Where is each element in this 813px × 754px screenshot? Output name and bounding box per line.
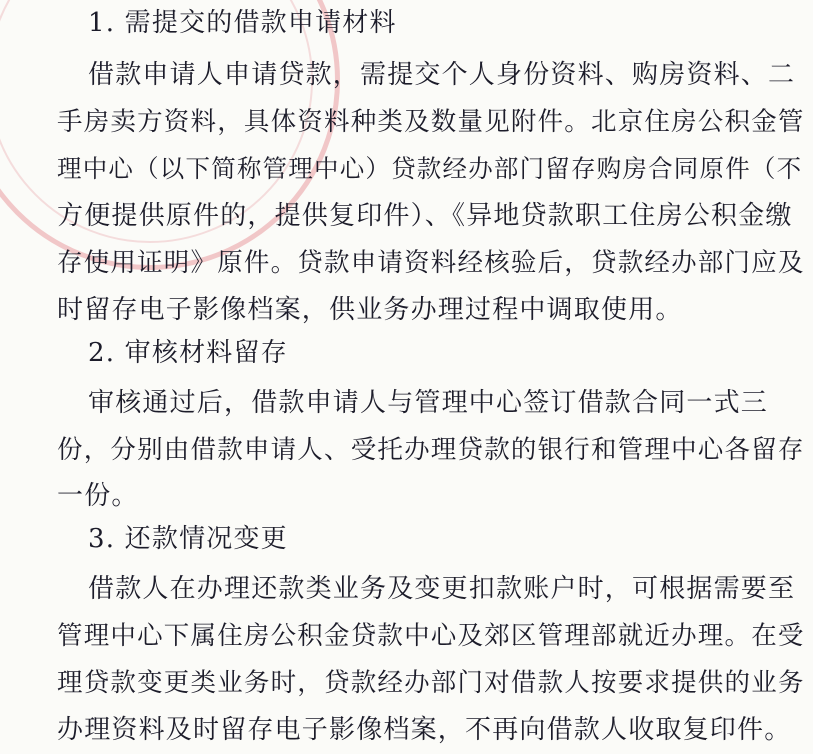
paragraph-line: 份，分别由借款申请人、受托办理贷款的银行和管理中心各留存 bbox=[57, 435, 805, 465]
paragraph-line: 借款申请人申请贷款，需提交个人身份资料、购房资料、二 bbox=[88, 60, 796, 90]
paragraph-line: 存使用证明》原件。贷款申请资料经核验后，贷款经办部门应及 bbox=[57, 248, 805, 278]
paragraph-line: 方便提供原件的，提供复印件）、《异地贷款职工住房公积金缴 bbox=[57, 201, 793, 231]
paragraph-line: 时留存电子影像档案，供业务办理过程中调取使用。 bbox=[57, 295, 683, 325]
section-heading: 2. 审核材料留存 bbox=[88, 338, 288, 368]
paragraph-line: 办理资料及时留存电子影像档案，不再向借款人收取复印件。 bbox=[57, 715, 792, 745]
paragraph-line: 审核通过后，借款申请人与管理中心签订借款合同一式三 bbox=[88, 388, 769, 418]
paragraph-line: 借款人在办理还款类业务及变更扣款账户时，可根据需要至 bbox=[88, 574, 796, 604]
paragraph-line: 手房卖方资料，具体资料种类及数量见附件。北京住房公积金管 bbox=[57, 107, 805, 137]
paragraph-line: 理贷款变更类业务时，贷款经办部门对借款人按要求提供的业务 bbox=[57, 668, 805, 698]
paragraph-line: 管理中心下属住房公积金贷款中心及郊区管理部就近办理。在受 bbox=[57, 621, 805, 651]
section-heading: 1. 需提交的借款申请材料 bbox=[88, 8, 397, 38]
paragraph-line: 一份。 bbox=[57, 481, 139, 511]
paragraph-line: 理中心（以下简称管理中心）贷款经办部门留存购房合同原件（不 bbox=[57, 154, 803, 183]
section-heading: 3. 还款情况变更 bbox=[88, 524, 288, 554]
